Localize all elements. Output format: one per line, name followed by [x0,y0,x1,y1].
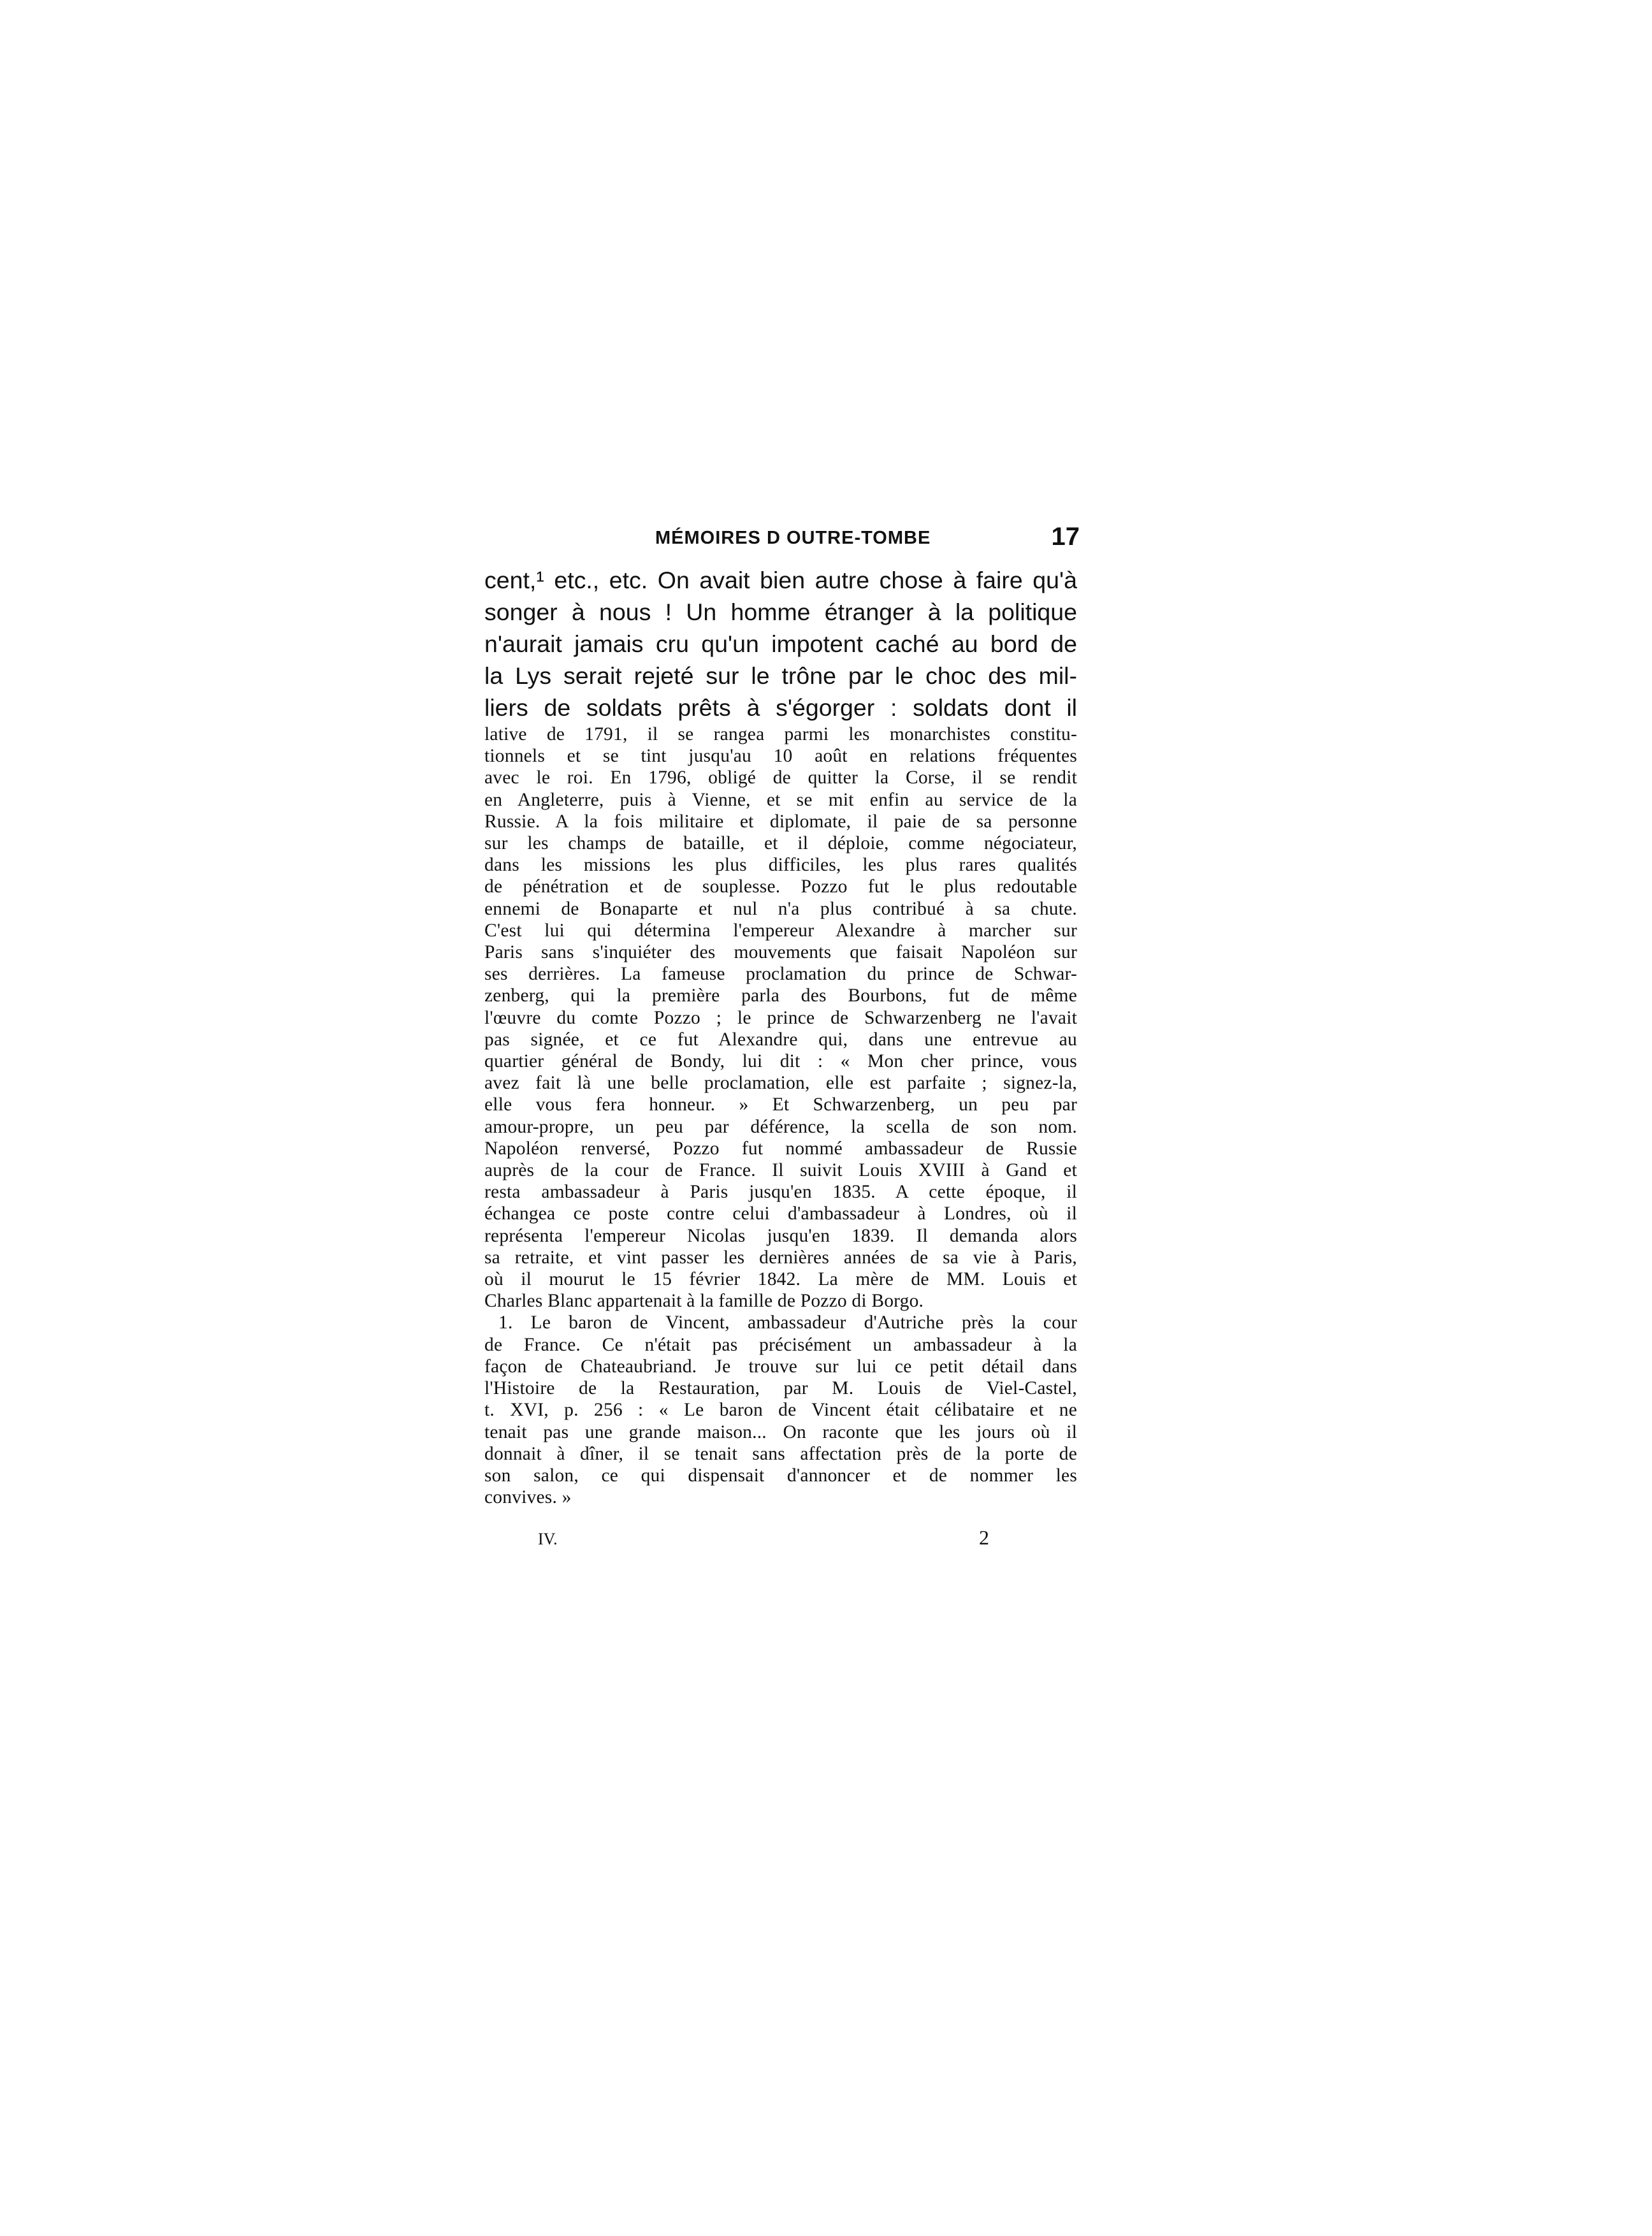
footnote-line: Russie. A la fois militaire et diplomate, il paie de sa personne [484,811,1077,832]
footnote-line: ennemi de Bonaparte et nul n'a plus contribué à sa chute. [484,898,1077,919]
footnote-line: façon de Chateaubriand. Je trouve sur lui ce petit détail dans [484,1356,1077,1377]
page-number: 17 [1051,523,1080,551]
footnote-line: de pénétration et de souplesse. Pozzo fut le plus redoutable [484,876,1077,897]
footnote-line: où il mourut le 15 février 1842. La mère de MM. Louis et [484,1269,1077,1290]
footnote-line: lative de 1791, il se rangea parmi les monarchistes constitu- [484,724,1077,744]
footnote-line: pas signée, et ce fut Alexandre qui, dans une entrevue au [484,1029,1077,1050]
text-line: n'aurait jamais cru qu'un impotent caché au bord de [484,630,1077,657]
running-head [484,523,1083,555]
text-line: cent,¹ etc., etc. On avait bien autre chose à faire qu'à [484,567,1077,593]
sheet-number: 2 [979,1526,989,1549]
footnote-line: 1. Le baron de Vincent, ambassadeur d'Autriche près la cour [498,1312,1077,1333]
footnote-line: son salon, ce qui dispensait d'annoncer et de nommer les [484,1465,1077,1486]
footnote-line: l'Histoire de la Restauration, par M. Louis de Viel-Castel, [484,1378,1077,1399]
text-line: songer à nous ! Un homme étranger à la politique [484,599,1077,625]
footnote-line: amour-propre, un peu par déférence, la scella de son nom. [484,1116,1077,1137]
footnote-line: quartier général de Bondy, lui dit : « Mon cher prince, vous [484,1051,1077,1072]
footnote-line: en Angleterre, puis à Vienne, et se mit enfin au service de la [484,789,1077,810]
footnote-line: tionnels et se tint jusqu'au 10 août en relations fréquentes [484,746,1077,767]
footnote-line: de France. Ce n'était pas précisément un ambassadeur à la [484,1334,1077,1355]
footnote-line: Charles Blanc appartenait à la famille de Pozzo di Borgo. [484,1291,924,1312]
footnote-line: Napoléon renversé, Pozzo fut nommé ambassadeur de Russie [484,1138,1077,1159]
running-title: MÉMOIRES D OUTRE-TOMBE [655,528,931,548]
footnote-line: zenberg, qui la première parla des Bourbons, fut de même [484,985,1077,1006]
main-text [484,564,1077,723]
footnote-line: représenta l'empereur Nicolas jusqu'en 1839. Il demanda alors [484,1225,1077,1246]
footnote-line: dans les missions les plus difficiles, les plus rares qualités [484,855,1077,876]
footnote-line: convives. » [484,1487,572,1508]
footnote-line: ses derrières. La fameuse proclamation du prince de Schwar- [484,964,1077,985]
footnote-line: l'œuvre du comte Pozzo ; le prince de Schwarzenberg ne l'avait [484,1007,1077,1028]
footnote-line: t. XVI, p. 256 : « Le baron de Vincent était célibataire et ne [484,1400,1077,1421]
signature-mark: IV. [538,1530,558,1548]
footnote-line: auprès de la cour de France. Il suivit Louis XVIII à Gand et [484,1160,1077,1181]
footnote-line: elle vous fera honneur. » Et Schwarzenberg, un peu par [484,1094,1077,1115]
text-line: liers de soldats prêts à s'égorger : soldats dont il [484,694,1077,721]
footnote-line: C'est lui qui détermina l'empereur Alexandre à marcher sur [484,920,1077,941]
text-line: la Lys serait rejeté sur le trône par le choc des mil- [484,662,1077,689]
footnote-line: sa retraite, et vint passer les dernières années de sa vie à Paris, [484,1247,1077,1268]
footnotes [484,723,1077,1508]
footnote-line: donnait à dîner, il se tenait sans affectation près de la porte de [484,1443,1077,1464]
footnote-line: avec le roi. En 1796, obligé de quitter la Corse, il se rendit [484,767,1077,788]
footnote-line: sur les champs de bataille, et il déploie, comme négociateur, [484,833,1077,854]
footnote-line: Paris sans s'inquiéter des mouvements que faisait Napoléon sur [484,942,1077,963]
footnote-line: échangea ce poste contre celui d'ambassadeur à Londres, où il [484,1203,1077,1224]
footnote-line: tenait pas une grande maison... On raconte que les jours où il [484,1421,1077,1442]
footnote-line: avez fait là une belle proclamation, elle est parfaite ; signez-la, [484,1073,1077,1094]
footnote-line: resta ambassadeur à Paris jusqu'en 1835. A cette époque, il [484,1182,1077,1203]
